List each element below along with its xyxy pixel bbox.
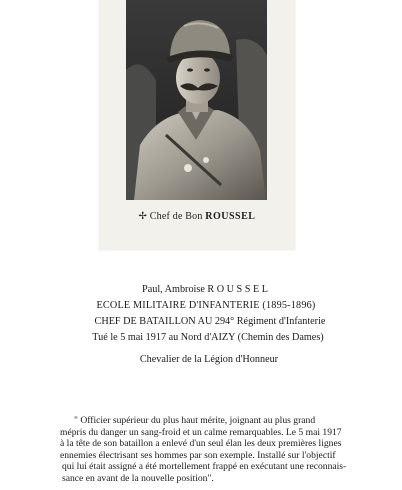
identity-block [0,282,402,368]
portrait-caption [99,211,295,222]
citation-line: sance en avant de la nouvelle position". [62,472,214,484]
citation-line: à la tête de son bataillon a enlevé d'un seul élan les deux premières lignes [60,438,342,450]
rank-line: CHEF DE BATAILLON AU 294° Régiment d'Infanterie [94,316,326,327]
caption-rank: ✢ Chef de Bon [138,211,203,222]
citation-paragraph [60,415,392,485]
officer-name: Paul, Ambroise R O U S S E L [142,284,268,295]
citation-line: mépris du danger un sang-froid et un calme remarquables. Le 5 mai 1917 [60,426,342,438]
school-line: ECOLE MILITAIRE D'INFANTERIE (1895-1896) [96,300,316,311]
death-line: Tué le 5 mai 1917 au Nord d'AIZY (Chemin des Dames) [92,332,324,343]
citation-line: ennemies électrisant ses hommes par son exemple. Installé sur l'objectif [60,449,336,461]
citation-line: " Officier supérieur du plus haut mérite, joignant au plus grand [74,415,316,426]
citation-line: qui lui était assigné a été mortellement frappé en exécutant une reconnais- [62,461,347,473]
portrait-photo [126,0,267,200]
portrait-illustration [126,0,267,200]
portrait-card [99,0,295,250]
honor-line: Chevalier de la Légion d'Honneur [139,354,279,365]
caption-name: ROUSSEL [205,211,256,222]
